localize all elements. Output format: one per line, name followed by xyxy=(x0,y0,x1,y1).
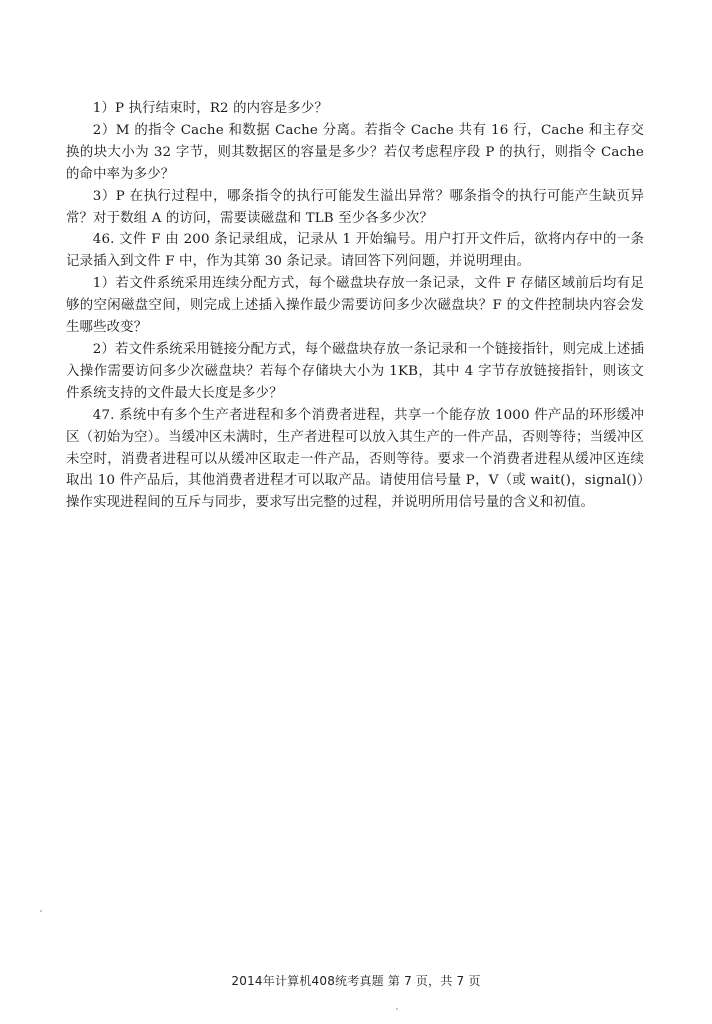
question-45-part-2: 2）M 的指令 Cache 和数据 Cache 分离。若指令 Cache 共有 16 行，Cache 和主存交换的块大小为 32 字节，则其数据区的容量是多少？若仅考虑程序段 P 的执行，则指令 Cache 的命中率为多少？ xyxy=(66,122,644,182)
question-46-part-1: 1）若文件系统采用连续分配方式，每个磁盘块存放一条记录，文件 F 存储区域前后均有足够的空闲磁盘空间，则完成上述插入操作最少需要访问多少次磁盘块？F 的文件控制块内容会发生哪些改变？ xyxy=(66,276,644,336)
scan-speck xyxy=(396,1008,398,1010)
question-45-part-1: 1）P 执行结束时，R2 的内容是多少？ xyxy=(92,101,328,116)
question-47: 47. 系统中有多个生产者进程和多个消费者进程，共享一个能存放 1000 件产品的环形缓冲区（初始为空）。当缓冲区未满时，生产者进程可以放入其生产的一件产品，否则等待；当缓冲区未空时，消费者进程可以从缓冲区取走一件产品，否则等待。要求一个消费者进程从缓冲区连续取出 10 件产品后，其他消费者进程才可以取产品。请使用信号量 P，V（或 wait()，signal()）操作实现进程间的互斥与同步，要求写出完整的过程，并说明所用信号量的含义和初值。 xyxy=(66,407,644,511)
question-46-stem: 46. 文件 F 由 200 条记录组成，记录从 1 开始编号。用户打开文件后，欲将内存中的一条记录插入到文件 F 中，作为其第 30 条记录。请回答下列问题，并说明理由。 xyxy=(66,232,644,270)
page-footer: 2014年计算机408统考真题 第 7 页，共 7 页 xyxy=(231,974,481,988)
question-46-part-2: 2）若文件系统采用链接分配方式，每个磁盘块存放一条记录和一个链接指针，则完成上述插入操作需要访问多少次磁盘块？若每个存储块大小为 1KB，其中 4 字节存放链接指针，则该文件系统支持的文件最大长度是多少？ xyxy=(66,341,644,401)
question-content xyxy=(66,98,644,514)
scan-speck xyxy=(40,910,42,912)
question-45-part-3: 3）P 在执行过程中，哪条指令的执行可能发生溢出异常？哪条指令的执行可能产生缺页异常？对于数组 A 的访问，需要读磁盘和 TLB 至少各多少次？ xyxy=(66,188,644,226)
